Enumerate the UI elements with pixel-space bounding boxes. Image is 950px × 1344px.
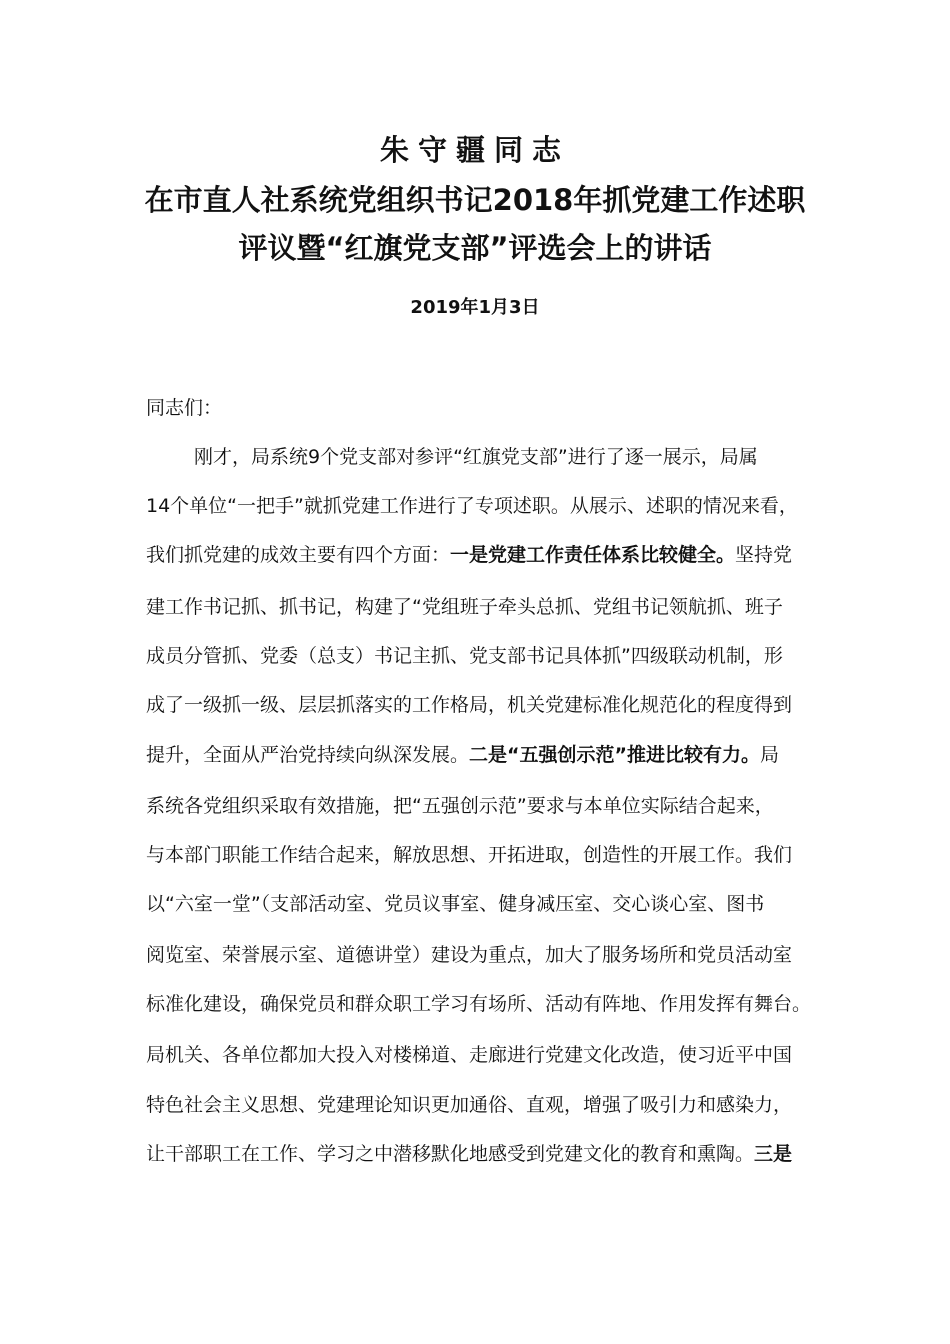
highlight-point-one: 一是党建工作责任体系比较健全。	[450, 544, 736, 566]
paragraph-line: 成了一级抓一级、层层抓落实的工作格局，机关党建标准化规范化的程度得到	[146, 694, 793, 716]
speech-date: 2019年1月3日	[410, 297, 540, 318]
paragraph-line: 特色社会主义思想、党建理论知识更加通俗、直观，增强了吸引力和感染力，	[146, 1094, 793, 1116]
meeting-title-line-1: 在市直人社系统党组织书记2018年抓党建工作述职	[144, 183, 806, 217]
paragraph-line: 刚才，局系统9个党支部对参评“红旗党支部”进行了逐一展示，局属	[194, 446, 758, 468]
paragraph-line	[146, 541, 792, 569]
highlight-point-three: 三是	[754, 1143, 793, 1165]
paragraph-line: 标准化建设，确保党员和群众职工学习有场所、活动有阵地、作用发挥有舞台。	[146, 993, 812, 1015]
paragraph-line: 14个单位“一把手”就抓党建工作进行了专项述职。从展示、述职的情况来看，	[146, 495, 798, 517]
meeting-title-line-2: 评议暨“红旗党支部”评选会上的讲话	[238, 231, 712, 265]
paragraph-line: 建工作书记抓、抓书记，构建了“党组班子牵头总抓、党组书记领航抓、班子	[146, 596, 783, 618]
paragraph-line: 局机关、各单位都加大投入对楼梯道、走廊进行党建文化改造，使习近平中国	[146, 1044, 793, 1066]
paragraph-line: 以“六室一堂”（支部活动室、党员议事室、健身减压室、交心谈心室、图书	[146, 893, 765, 915]
speaker-title: 朱守疆同志	[379, 133, 570, 167]
paragraph-text: 让干部职工在工作、学习之中潜移默化地感受到党建文化的教育和熏陶。	[146, 1143, 755, 1165]
paragraph-text: 局	[760, 744, 780, 766]
salutation: 同志们：	[146, 397, 223, 419]
paragraph-line: 阅览室、荣誉展示室、道德讲堂）建设为重点，加大了服务场所和党员活动室	[146, 944, 793, 966]
highlight-point-two: 二是“五强创示范”推进比较有力。	[469, 744, 760, 766]
paragraph-line: 与本部门职能工作结合起来，解放思想、开拓进取，创造性的开展工作。我们	[146, 844, 793, 866]
paragraph-text: 提升，全面从严治党持续向纵深发展。	[146, 744, 470, 766]
paragraph-line	[146, 741, 779, 769]
paragraph-line: 系统各党组织采取有效措施，把“五强创示范”要求与本单位实际结合起来，	[146, 795, 774, 817]
paragraph-line: 成员分管抓、党委（总支）书记主抓、党支部书记具体抓”四级联动机制，形	[146, 645, 783, 667]
paragraph-line	[146, 1140, 792, 1168]
paragraph-text: 坚持党	[735, 544, 793, 566]
paragraph-text: 我们抓党建的成效主要有四个方面：	[146, 544, 451, 566]
